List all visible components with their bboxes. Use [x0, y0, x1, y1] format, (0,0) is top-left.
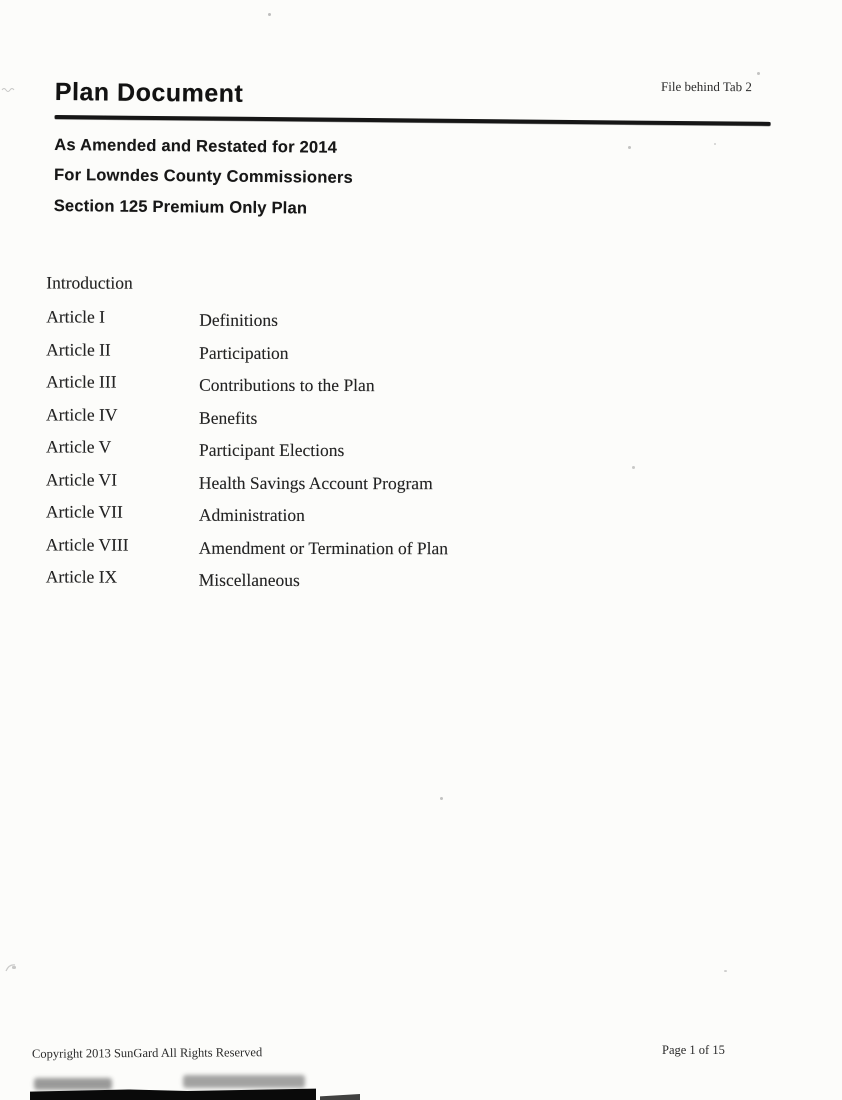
- toc-article-label: Article I: [46, 306, 106, 327]
- next-page-bleed-bar: [320, 1094, 360, 1100]
- title-underline: [55, 115, 771, 125]
- scan-speck: [628, 146, 631, 149]
- document-header: [54, 78, 781, 228]
- toc-title-label: Amendment or Termination of Plan: [198, 537, 449, 558]
- toc-row: [46, 469, 606, 502]
- toc-title-label: Health Savings Account Program: [198, 472, 433, 493]
- toc-article-label: Article VI: [45, 469, 118, 490]
- toc-row: [46, 339, 606, 372]
- scan-speck: [724, 970, 727, 972]
- toc-article-label: Article III: [46, 371, 117, 392]
- toc-title-label: Contributions to the Plan: [199, 374, 375, 396]
- toc-article-label: Article II: [46, 339, 111, 360]
- file-note: File behind Tab 2: [660, 78, 752, 95]
- toc-row: [46, 502, 606, 535]
- subtitle-line-1: As Amended and Restated for 2014: [54, 135, 338, 157]
- toc-article-label: Article VII: [45, 501, 123, 522]
- toc-row: [46, 307, 606, 340]
- toc-row: [46, 534, 606, 567]
- toc-article-label: Article V: [45, 436, 112, 457]
- toc-article-label: Article VIII: [45, 534, 129, 555]
- scan-speck: [714, 143, 716, 145]
- scan-speck: [268, 13, 271, 16]
- subtitle-line-2: For Lowndes County Commissioners: [53, 165, 354, 187]
- toc-article-label: Article IV: [46, 404, 118, 425]
- toc-title-label: Participant Elections: [198, 439, 345, 461]
- toc-title-label: Participation: [199, 342, 289, 363]
- toc-title-label: Benefits: [199, 407, 258, 428]
- next-page-bleed-smudge: [183, 1075, 305, 1088]
- scan-scribble-mark: [4, 962, 18, 974]
- subtitle-line-3: Section 125 Premium Only Plan: [53, 196, 308, 217]
- toc-introduction-label: Introduction: [46, 272, 133, 293]
- scan-speck: [632, 466, 635, 469]
- toc-article-label: Article IX: [45, 566, 118, 587]
- next-page-bleed-smudge: [34, 1078, 112, 1090]
- copyright-notice: Copyright 2013 SunGard All Rights Reserved: [31, 1045, 263, 1061]
- toc-title-label: Miscellaneous: [198, 569, 300, 590]
- page-title: Plan Document: [54, 78, 244, 108]
- toc-title-label: Definitions: [199, 309, 278, 330]
- page-number: Page 1 of 15: [662, 1043, 725, 1057]
- toc-title-label: Administration: [198, 504, 305, 525]
- toc-row: [46, 372, 606, 405]
- table-of-contents: [46, 272, 607, 600]
- toc-row: [46, 404, 606, 437]
- toc-row: [46, 437, 606, 470]
- scan-scribble-mark: [1, 84, 17, 94]
- scan-speck: [440, 797, 443, 800]
- scan-speck: [757, 72, 760, 75]
- toc-row: [46, 567, 606, 600]
